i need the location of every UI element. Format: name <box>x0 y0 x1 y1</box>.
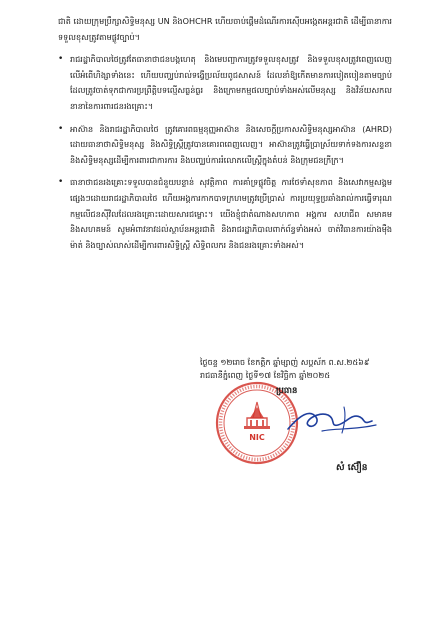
intro-paragraph: ជាតិ ដោយក្រុមប្រឹក្សាសិទ្ធិមនុស្ស UN និងOHCHR ហើយចាប់ផ្ដើមដំណើរការស៊ើបអង្កេតអន្តរជាតិ ដើម្បីធានាការទទួលខុសត្រូវតាមផ្លូវច្បាប់។ <box>58 16 392 42</box>
document-body <box>58 14 392 260</box>
seal-label: NIC <box>249 433 265 442</box>
signature-icon <box>282 395 382 443</box>
solar-date: រាជធានីភ្នំពេញ ថ្ងៃទី១៧ ខែវិច្ឆិកា ឆ្នាំ២០២៥ <box>200 371 331 380</box>
bullet-icon: • <box>58 177 64 188</box>
bullet-text: ធានាថាជនរងគ្រោះទទួលបានជំនួយបន្ទាន់ សុវត្ថិភាព ការគាំទ្រផ្លូវចិត្ត ការថែទាំសុខភាព និងសេវាកម្មសង្គមផ្សេងៗដោយរាជរដ្ឋាភិបាលថៃ ហើយអង្គការកាកបាទក្រហមត្រូវប្រើប្រាស់ ការប្រយុទ្ធប្រឆាំងរាល់ការធ្វើទារុណកម្មលើជនស៊ីវិលដែលរងគ្រោះដោយសារជម្លោះ។ យើងខ្ញុំជាតំណាងសហភាព អង្គការ សហជីព សមាគម និងសហគមន៍ សូមអំពាវនាវដល់ស្ថាប័នអន្តរជាតិ និងរាជរដ្ឋាភិបាលពាក់ព័ន្ធទាំងអស់ ចាត់វិធានការយ៉ាងម៉ឺងម៉ាត់ និងច្បាស់លាស់ដើម្បីការពារសិទ្ធិស្ត្រី សិទ្ធិពលករ និងជនរងគ្រោះទាំងអស់។ <box>70 177 392 250</box>
bullet-item <box>58 175 392 253</box>
bullet-item <box>58 52 392 114</box>
signer-title: ប្រធាន <box>276 386 298 396</box>
bullet-icon: • <box>58 123 64 134</box>
signer-name: សំ ស៊ឿន <box>336 463 368 473</box>
date-block <box>200 356 400 382</box>
lunar-date: ថ្ងៃចន្ទ ១២រោច ខែកត្តិក ឆ្នាំម្សាញ់ សប្តស័ក ព.ស.២៥៦៩ <box>200 358 370 367</box>
bullet-text: អាស៊ាន និងរាជរដ្ឋាភិបាលថៃ ត្រូវគោរពធម្មនុញ្ញអាស៊ាន និងសេចក្ដីប្រកាសសិទ្ធិមនុស្សអាស៊ាន (AHRD) ដោយធានាថាសិទ្ធិមនុស្ស និងសិទ្ធិស្ត្រីត្រូវបានគោរពពេញលេញ។ អាស៊ានត្រូវធ្វើប្រាស្រ័យទាក់ទងការសន្ទនា និងសិទ្ធិមនុស្សដើម្បីការពារជាការការ និងបញ្ឈប់ការរំលោភលើស្ត្រីក្នុងតំបន់ និងក្រុមជនក្រីក្រ។ <box>70 123 392 165</box>
bullet-icon: • <box>58 54 64 65</box>
bullet-text: រាជរដ្ឋាភិបាលថៃត្រូវតែធានាថាជនបង្កហេតុ និងមេបញ្ជាការត្រូវទទួលខុសត្រូវ និងទទួលខុសត្រូវពេញលេញ លើអំពើហិង្សាទាំងនេះ ហើយបញ្ឈប់រាល់ទង្វើប្រល័យពូជសាសន៍ ដែលនាំឱ្យកើតមានការបៀតបៀនតាមច្បាប់ ដែលត្រូវចាត់ទុកជាការប្រព្រឹត្តិបទល្មើសធ្ងន់ធ្ងរ និងក្រោមកម្មផលច្បាប់ទាំងអស់លើមនុស្ស និងវិន័យសកលនានានៃការពារជនរងគ្រោះ។ <box>70 54 392 111</box>
bullet-item <box>58 122 392 169</box>
